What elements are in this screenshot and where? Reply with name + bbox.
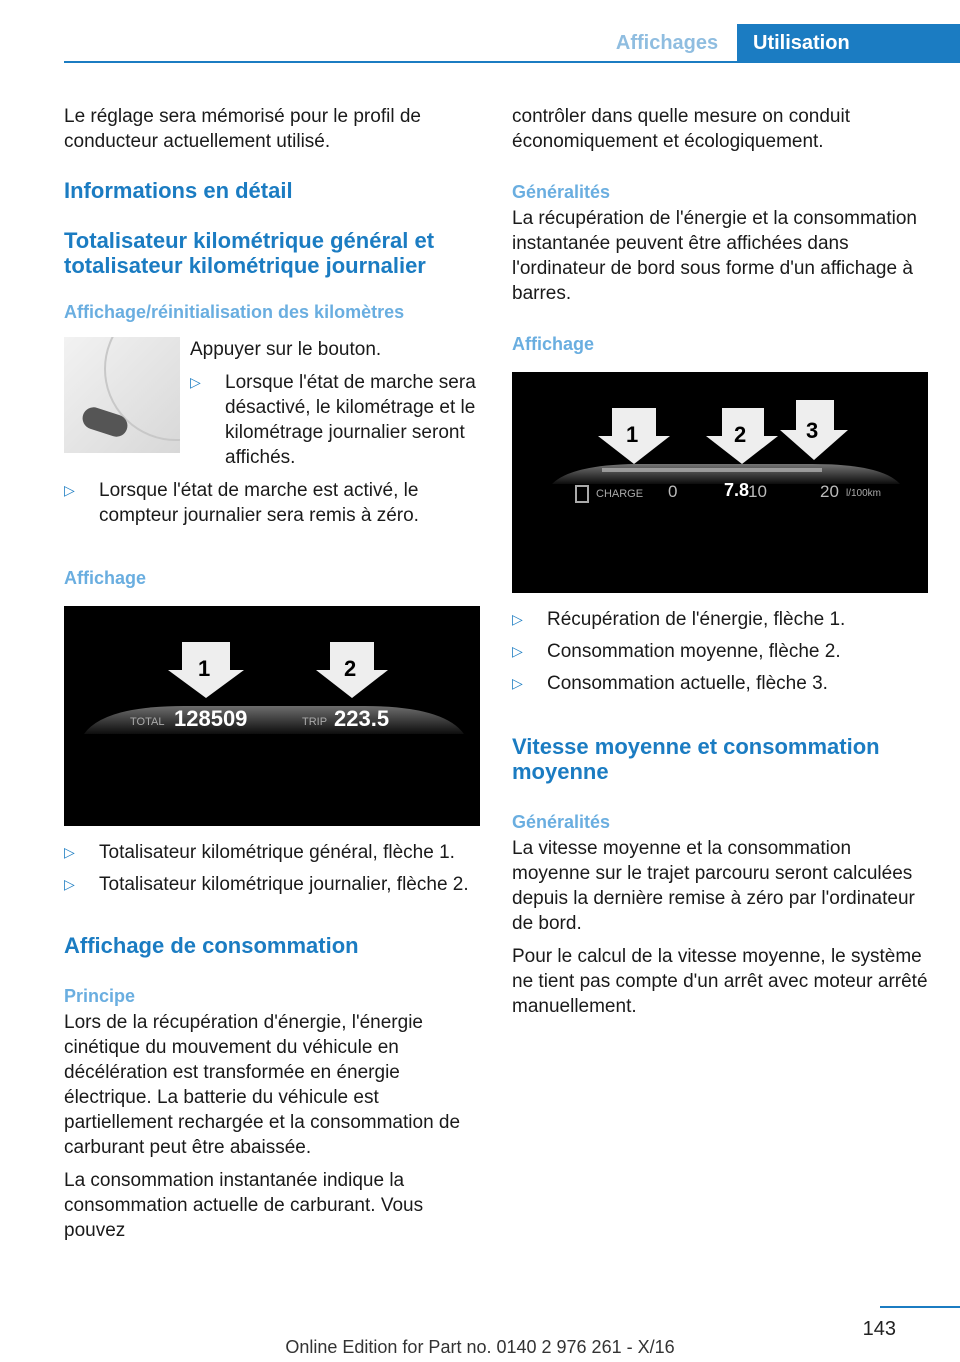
odometer-screen-image (64, 606, 480, 826)
heading-display: Affichage (64, 568, 147, 588)
bullet-triangle-icon: ▷ (64, 482, 75, 498)
list-item (64, 840, 480, 865)
arrow-2-number: 2 (734, 422, 747, 447)
heading-reset: Affichage/réinitialisation des kilomètres (64, 302, 405, 322)
heading-general-2: Généralités (512, 812, 611, 832)
average-paragraph-1: La vitesse moyenne et la consommation moyenne sur le trajet parcouru seront calculées depuis la dernière remise à zéro par l'ordinateur de bord. (512, 838, 915, 934)
list-item-text: Lorsque l'état de marche est activé, le compteur journalier sera remis à zéro. (99, 480, 419, 526)
consumption-screen-image (512, 372, 928, 593)
arrow-1-number: 1 (626, 422, 639, 447)
tick-10-label: 10 (748, 482, 767, 501)
trip-label: TRIP (302, 716, 328, 728)
bullet-triangle-icon: ▷ (64, 844, 75, 860)
list-item (190, 370, 480, 470)
bullet-triangle-icon: ▷ (64, 876, 75, 892)
bullet-triangle-icon: ▷ (190, 374, 201, 390)
list-item (512, 607, 928, 632)
list-item-text: Récupération de l'énergie, flèche 1. (547, 609, 846, 630)
reset-button-image (64, 337, 180, 453)
header-rule (64, 61, 960, 63)
right-column (512, 104, 928, 1019)
heading-principle: Principe (64, 986, 136, 1006)
instant-consumption-paragraph: La consommation instantanée indique la consommation actuelle de carburant. Vous pouvez (64, 1170, 424, 1241)
arrow-3-number: 3 (806, 418, 819, 443)
tick-20-label: 20 (820, 482, 839, 501)
list-item-text: Lorsque l'état de marche sera désactivé, le kilométrage et le kilométrage journalier seront affichés. (225, 372, 476, 468)
footer-rule (880, 1306, 960, 1308)
list-item-text: Consommation actuelle, flèche 3. (547, 673, 828, 694)
total-label: TOTAL (130, 716, 165, 728)
fuel-icon (576, 486, 588, 502)
edition-footer: Online Edition for Part no. 0140 2 976 261 - X/16 (285, 1337, 675, 1357)
bullet-triangle-icon: ▷ (512, 611, 523, 627)
heading-odometer: Totalisateur kilométrique général et totalisateur kilométrique journalier (64, 228, 435, 278)
page-header (0, 0, 960, 62)
list-item (64, 478, 480, 528)
unit-label: l/100km (846, 488, 882, 499)
average-paragraph-2: Pour le calcul de la vitesse moyenne, le système ne tient pas compte d'un arrêt avec moteur arrêté manuellement. (512, 946, 928, 1017)
heading-display-right: Affichage (512, 334, 595, 354)
tick-0-label: 0 (668, 482, 678, 501)
list-item-text: Consommation moyenne, flèche 2. (547, 641, 841, 662)
average-value: 7.8 (724, 480, 750, 500)
bullet-triangle-icon: ▷ (512, 643, 523, 659)
arrow-1-number: 1 (198, 656, 211, 681)
heading-general: Généralités (512, 182, 611, 202)
consumption-screen-graphic (512, 372, 928, 593)
trip-value: 223.5 (334, 706, 390, 731)
heading-consumption: Affichage de consommation (64, 933, 359, 958)
general-paragraph: La récupération de l'énergie et la consommation instantanée peuvent être affichées dans l'ordinateur de bord sous forme d'un affichage à barres. (512, 208, 917, 304)
press-instruction: Appuyer sur le bouton. (190, 339, 382, 360)
bullet-triangle-icon: ▷ (512, 675, 523, 691)
left-column (64, 104, 480, 1243)
total-value: 128509 (174, 706, 248, 731)
list-item (64, 872, 480, 897)
continued-text: contrôler dans quelle mesure on conduit économiquement et écologiquement. (512, 106, 850, 152)
principle-paragraph: Lors de la récupération d'énergie, l'énergie cinétique du mouvement du véhicule en décélération est transformée en énergie électrique. La batterie du véhicule est partiellement rechargée et la consommation de carburant peut être abaissée. (64, 1012, 461, 1158)
chapter-tab: Utilisation (737, 24, 960, 62)
page-number: 143 (862, 1318, 896, 1340)
list-item-text: Totalisateur kilométrique journalier, flèche 2. (99, 874, 469, 895)
list-item (512, 639, 928, 664)
arrow-2-number: 2 (344, 656, 357, 681)
heading-average: Vitesse moyenne et consommation moyenne (512, 734, 880, 784)
section-tab: Affichages (615, 32, 719, 54)
odometer-screen-graphic (64, 606, 480, 826)
list-item (512, 671, 928, 696)
button-figure-block (64, 337, 480, 470)
intro-text: Le réglage sera mémorisé pour le profil de conducteur actuellement utilisé. (64, 106, 421, 152)
charge-label: CHARGE (596, 488, 644, 500)
heading-info-detail: Informations en détail (64, 178, 293, 203)
list-item-text: Totalisateur kilométrique général, flèche 1. (99, 842, 455, 863)
